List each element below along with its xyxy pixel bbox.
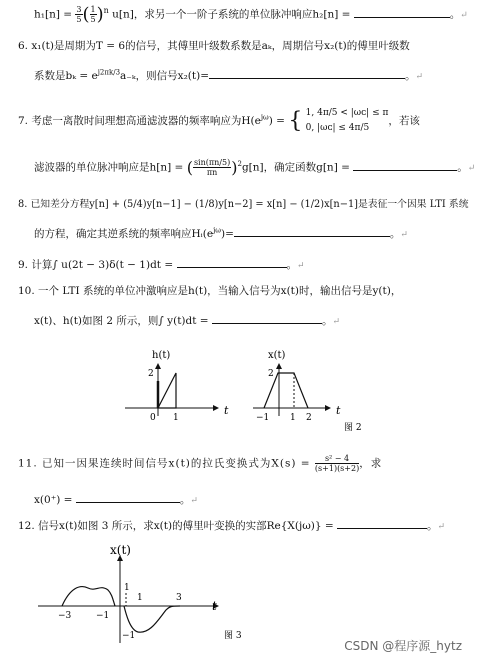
figure-3 xyxy=(0,538,480,648)
x-t-axis-label: t xyxy=(336,404,341,417)
x-of-t-curve xyxy=(62,587,180,633)
svg-text:1: 1 xyxy=(290,413,296,423)
question-10: 10. 一个 LTI 系统的单位冲激响应是h(t)，当输入信号为x(t)时，输出信号是y(t)， xyxy=(18,285,402,297)
svg-text:−1: −1 xyxy=(122,631,136,641)
svg-text:2: 2 xyxy=(306,413,312,423)
answer-blank-q12[interactable] xyxy=(337,528,427,529)
question-11-line2: x(0⁺) = 。↵ xyxy=(34,494,198,506)
question-8-line2: 的方程，确定其逆系统的频率响应$Hᵢ(e^{j\omega})=$ 。↵ xyxy=(34,226,408,240)
svg-text:1: 1 xyxy=(173,413,179,423)
svg-text:2: 2 xyxy=(268,369,274,379)
t-axis-label: t xyxy=(212,599,217,613)
question-9: 9. 计算∫ u(2t − 3)δ(t − 1)dt = 。↵ xyxy=(18,259,305,271)
answer-blank-q6[interactable] xyxy=(209,78,405,79)
question-7-line2: 滤波器的单位脉冲响应是h[n] = ( $\frac{\sin(\pi n/5)}{\pi n}$ )$^2$g[n]，确定函数g[n] = 。↵ xyxy=(34,158,476,177)
svg-text:−3: −3 xyxy=(58,611,72,621)
svg-text:1: 1 xyxy=(137,593,143,603)
q5-tail: h₁[n] = $\frac{3}{5}$ ( $\frac{1}{5}$ )$^n$ u[n]，求另一个一阶子系统的单位脉冲响应h₂[n] = 。↵ xyxy=(34,4,468,25)
svg-text:3: 3 xyxy=(176,593,182,603)
question-11: 11. 已知一因果连续时间信号x(t)的拉氏变换式为X(s) = $\frac{\text{s² − 4}}{(s+1)(s+2)}$ ，求 xyxy=(18,454,383,473)
question-7: 7. 考虑一离散时间理想高通滤波器的频率响应为$H(e^{j\omega})$ = { 1, 4π/5 < |ωᴄ| ≤ π 0, |ωᴄ| ≤ 4π/5 ，若该 xyxy=(18,108,420,134)
question-8: 8. 已知差分方程y[n] + (5/4)y[n−1] − (1/8)y[n−2] = x[n] − (1/2)x[n−1]是表征一个因果 LTI 系统 xyxy=(18,199,469,210)
answer-blank-q8[interactable] xyxy=(234,236,390,237)
answer-blank-q7[interactable] xyxy=(353,170,457,171)
x-label: x(t) xyxy=(110,543,131,557)
h-t-axis-label: t xyxy=(224,404,229,417)
question-6: 6. x₁(t)是周期为T = 6的信号，其傅里叶级数系数是aₖ，周期信号x₂(t)的傅里叶级数 xyxy=(18,40,410,52)
question-10-line2: x(t)、h(t)如图 2 所示，则∫ y(t)dt = 。↵ xyxy=(34,315,340,327)
x-label: x(t) xyxy=(268,350,286,361)
svg-text:1: 1 xyxy=(124,583,130,593)
answer-blank-q10[interactable] xyxy=(212,323,322,324)
answer-blank-q5[interactable] xyxy=(354,17,450,18)
answer-blank-q9[interactable] xyxy=(177,267,287,268)
question-6-line2: 系数是$b_k = e^{j2\pi k/3}a_{-k}$，则信号x₂(t)= 。↵ xyxy=(34,68,424,82)
svg-text:0: 0 xyxy=(150,413,156,423)
svg-text:2: 2 xyxy=(148,369,154,379)
question-12: 12. 信号x(t)如图 3 所示，求x(t)的傅里叶变换的实部Re{X(jω)} = 。↵ xyxy=(18,520,446,532)
h-label: h(t) xyxy=(152,350,171,361)
figure-2 xyxy=(0,336,480,446)
svg-text:−1: −1 xyxy=(96,611,110,621)
watermark: CSDN @程序源_hytz xyxy=(344,639,462,653)
figure-3-caption: 图 3 xyxy=(224,631,242,641)
figure-2-caption: 图 2 xyxy=(344,423,362,433)
answer-blank-q11[interactable] xyxy=(76,502,180,503)
svg-text:−1: −1 xyxy=(256,413,270,423)
h-of-t-triangle xyxy=(158,373,176,408)
